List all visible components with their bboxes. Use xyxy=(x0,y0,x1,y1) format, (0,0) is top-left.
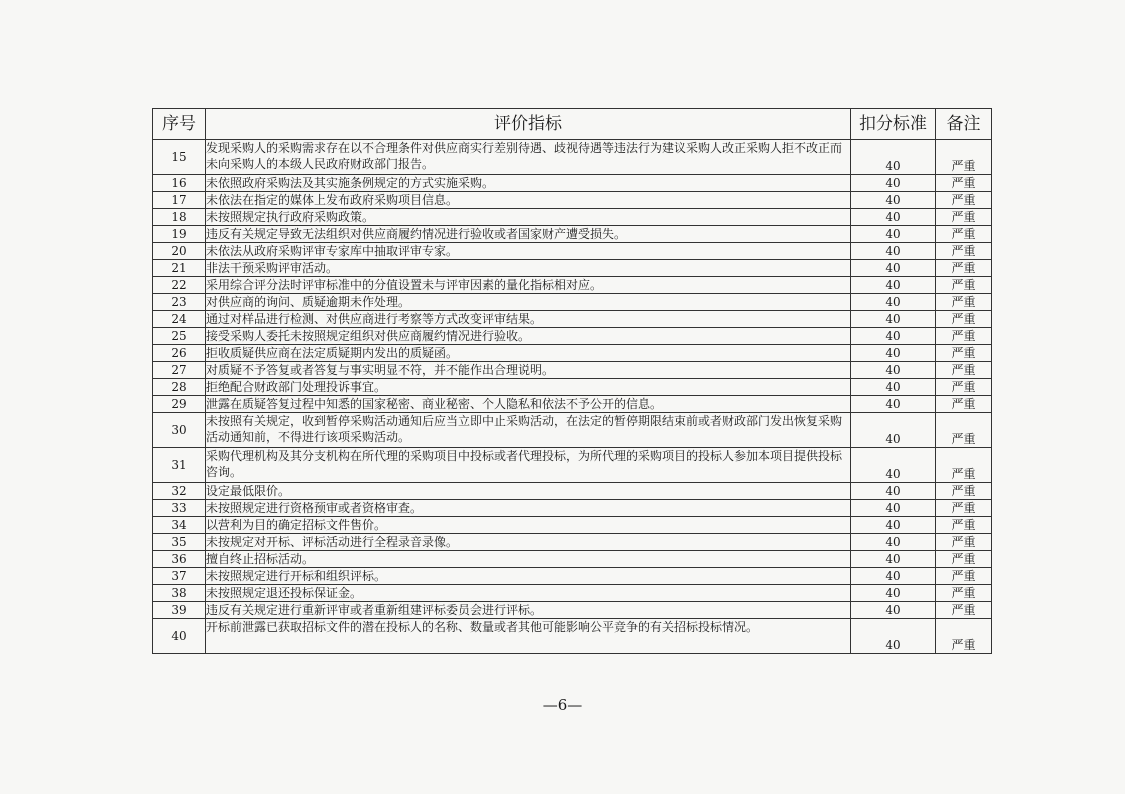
row-remark: 严重 xyxy=(936,500,992,517)
row-number: 38 xyxy=(153,585,206,602)
row-remark: 严重 xyxy=(936,243,992,260)
table-row xyxy=(153,534,992,551)
row-indicator: 违反有关规定进行重新评审或者重新组建评标委员会进行评标。 xyxy=(206,602,851,619)
row-number: 30 xyxy=(153,413,206,448)
table-row xyxy=(153,517,992,534)
row-deduction: 40 xyxy=(851,379,936,396)
table-row xyxy=(153,345,992,362)
row-remark: 严重 xyxy=(936,192,992,209)
row-remark: 严重 xyxy=(936,226,992,243)
table-row xyxy=(153,311,992,328)
row-deduction: 40 xyxy=(851,243,936,260)
header-num: 序号 xyxy=(153,109,206,140)
row-indicator: 未按照有关规定，收到暂停采购活动通知后应当立即中止采购活动，在法定的暂停期限结束前或者财政部门发出恢复采购活动通知前，不得进行该项采购活动。 xyxy=(206,413,851,448)
row-number: 19 xyxy=(153,226,206,243)
table-header-row xyxy=(153,109,992,140)
row-remark: 严重 xyxy=(936,328,992,345)
row-number: 18 xyxy=(153,209,206,226)
row-remark: 严重 xyxy=(936,551,992,568)
row-number: 24 xyxy=(153,311,206,328)
row-indicator: 通过对样品进行检测、对供应商进行考察等方式改变评审结果。 xyxy=(206,311,851,328)
row-indicator: 发现采购人的采购需求存在以不合理条件对供应商实行差别待遇、歧视待遇等违法行为建议采购人改正采购人拒不改正而未向采购人的本级人民政府财政部门报告。 xyxy=(206,140,851,175)
row-indicator: 非法干预采购评审活动。 xyxy=(206,260,851,277)
header-indicator: 评价指标 xyxy=(206,109,851,140)
row-indicator: 违反有关规定导致无法组织对供应商履约情况进行验收或者国家财产遭受损失。 xyxy=(206,226,851,243)
table-row xyxy=(153,619,992,654)
row-indicator: 未依法从政府采购评审专家库中抽取评审专家。 xyxy=(206,243,851,260)
row-indicator: 擅自终止招标活动。 xyxy=(206,551,851,568)
row-indicator: 接受采购人委托未按照规定组织对供应商履约情况进行验收。 xyxy=(206,328,851,345)
row-indicator: 对供应商的询问、质疑逾期未作处理。 xyxy=(206,294,851,311)
table-row xyxy=(153,379,992,396)
row-remark: 严重 xyxy=(936,396,992,413)
row-indicator: 未按照规定进行开标和组织评标。 xyxy=(206,568,851,585)
row-deduction: 40 xyxy=(851,362,936,379)
row-deduction: 40 xyxy=(851,500,936,517)
row-remark: 严重 xyxy=(936,413,992,448)
row-indicator: 设定最低限价。 xyxy=(206,483,851,500)
row-remark: 严重 xyxy=(936,448,992,483)
header-remark: 备注 xyxy=(936,109,992,140)
row-number: 34 xyxy=(153,517,206,534)
row-indicator: 未依照政府采购法及其实施条例规定的方式实施采购。 xyxy=(206,175,851,192)
page-number: —6— xyxy=(542,696,583,714)
row-number: 31 xyxy=(153,448,206,483)
row-indicator: 泄露在质疑答复过程中知悉的国家秘密、商业秘密、个人隐私和依法不予公开的信息。 xyxy=(206,396,851,413)
row-indicator: 拒绝配合财政部门处理投诉事宜。 xyxy=(206,379,851,396)
row-number: 23 xyxy=(153,294,206,311)
table-row xyxy=(153,140,992,175)
row-deduction: 40 xyxy=(851,345,936,362)
row-indicator: 未按规定对开标、评标活动进行全程录音录像。 xyxy=(206,534,851,551)
row-deduction: 40 xyxy=(851,551,936,568)
row-deduction: 40 xyxy=(851,226,936,243)
row-deduction: 40 xyxy=(851,294,936,311)
table-row xyxy=(153,585,992,602)
table-row xyxy=(153,483,992,500)
row-remark: 严重 xyxy=(936,379,992,396)
row-indicator: 采购代理机构及其分支机构在所代理的采购项目中投标或者代理投标，为所代理的采购项目的投标人参加本项目提供投标咨询。 xyxy=(206,448,851,483)
row-deduction: 40 xyxy=(851,175,936,192)
row-number: 32 xyxy=(153,483,206,500)
table-row xyxy=(153,243,992,260)
table-row xyxy=(153,568,992,585)
row-number: 20 xyxy=(153,243,206,260)
row-indicator: 采用综合评分法时评审标准中的分值设置未与评审因素的量化指标相对应。 xyxy=(206,277,851,294)
row-number: 29 xyxy=(153,396,206,413)
row-deduction: 40 xyxy=(851,534,936,551)
table-row xyxy=(153,602,992,619)
table-row xyxy=(153,209,992,226)
row-remark: 严重 xyxy=(936,209,992,226)
row-number: 15 xyxy=(153,140,206,175)
table-row xyxy=(153,328,992,345)
row-remark: 严重 xyxy=(936,294,992,311)
row-number: 26 xyxy=(153,345,206,362)
row-number: 17 xyxy=(153,192,206,209)
row-deduction: 40 xyxy=(851,585,936,602)
row-indicator: 以营利为目的确定招标文件售价。 xyxy=(206,517,851,534)
table-row xyxy=(153,551,992,568)
row-indicator: 开标前泄露已获取招标文件的潜在投标人的名称、数量或者其他可能影响公平竞争的有关招标投标情况。 xyxy=(206,619,851,654)
header-deduction: 扣分标准 xyxy=(851,109,936,140)
row-number: 40 xyxy=(153,619,206,654)
row-deduction: 40 xyxy=(851,602,936,619)
row-deduction: 40 xyxy=(851,619,936,654)
table-row xyxy=(153,277,992,294)
row-deduction: 40 xyxy=(851,396,936,413)
row-number: 16 xyxy=(153,175,206,192)
row-deduction: 40 xyxy=(851,568,936,585)
row-indicator: 未按照规定退还投标保证金。 xyxy=(206,585,851,602)
table-row xyxy=(153,226,992,243)
row-remark: 严重 xyxy=(936,517,992,534)
row-remark: 严重 xyxy=(936,345,992,362)
table-row xyxy=(153,396,992,413)
row-number: 37 xyxy=(153,568,206,585)
row-remark: 严重 xyxy=(936,619,992,654)
row-remark: 严重 xyxy=(936,568,992,585)
table-row xyxy=(153,413,992,448)
row-remark: 严重 xyxy=(936,140,992,175)
row-indicator: 未按照规定执行政府采购政策。 xyxy=(206,209,851,226)
row-remark: 严重 xyxy=(936,362,992,379)
row-remark: 严重 xyxy=(936,260,992,277)
row-number: 25 xyxy=(153,328,206,345)
row-deduction: 40 xyxy=(851,277,936,294)
row-remark: 严重 xyxy=(936,602,992,619)
row-deduction: 40 xyxy=(851,448,936,483)
row-number: 27 xyxy=(153,362,206,379)
table-row xyxy=(153,362,992,379)
table-row xyxy=(153,294,992,311)
row-number: 35 xyxy=(153,534,206,551)
row-deduction: 40 xyxy=(851,328,936,345)
row-remark: 严重 xyxy=(936,175,992,192)
row-deduction: 40 xyxy=(851,140,936,175)
row-indicator: 未按照规定进行资格预审或者资格审查。 xyxy=(206,500,851,517)
row-deduction: 40 xyxy=(851,311,936,328)
row-deduction: 40 xyxy=(851,517,936,534)
row-number: 28 xyxy=(153,379,206,396)
table-row xyxy=(153,500,992,517)
row-deduction: 40 xyxy=(851,483,936,500)
row-deduction: 40 xyxy=(851,192,936,209)
row-remark: 严重 xyxy=(936,585,992,602)
row-deduction: 40 xyxy=(851,260,936,277)
row-indicator: 拒收质疑供应商在法定质疑期内发出的质疑函。 xyxy=(206,345,851,362)
row-indicator: 对质疑不予答复或者答复与事实明显不符，并不能作出合理说明。 xyxy=(206,362,851,379)
row-remark: 严重 xyxy=(936,534,992,551)
evaluation-table xyxy=(152,108,992,654)
row-remark: 严重 xyxy=(936,483,992,500)
row-indicator: 未依法在指定的媒体上发布政府采购项目信息。 xyxy=(206,192,851,209)
row-number: 36 xyxy=(153,551,206,568)
row-remark: 严重 xyxy=(936,311,992,328)
table-row xyxy=(153,260,992,277)
row-remark: 严重 xyxy=(936,277,992,294)
row-number: 39 xyxy=(153,602,206,619)
table-row xyxy=(153,448,992,483)
row-number: 21 xyxy=(153,260,206,277)
table-row xyxy=(153,192,992,209)
row-deduction: 40 xyxy=(851,413,936,448)
table-row xyxy=(153,175,992,192)
row-deduction: 40 xyxy=(851,209,936,226)
row-number: 33 xyxy=(153,500,206,517)
row-number: 22 xyxy=(153,277,206,294)
